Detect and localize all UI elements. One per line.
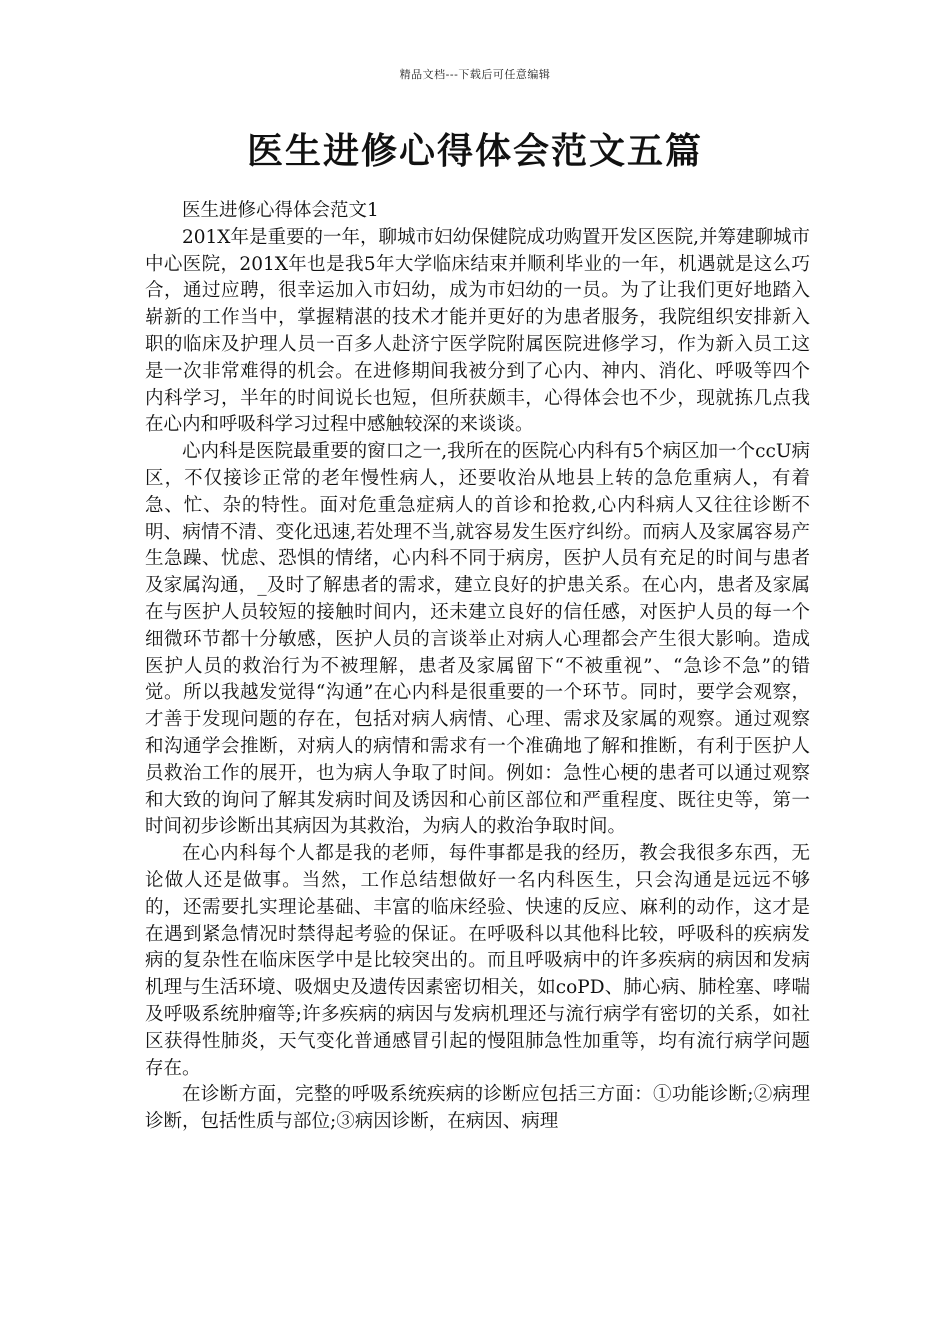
section-heading: 医生进修心得体会范文1 [182,200,379,221]
paragraph: 在诊断方面，完整的呼吸系统疾病的诊断应包括三方面：①功能诊断;②病理诊断，包括性质与部位;③病因诊断，在病因、病理 [145,1084,810,1133]
document-body [145,198,810,1136]
header-note: 精品文档---下载后可任意编辑 [399,68,551,81]
paragraph: 在心内科每个人都是我的老师，每件事都是我的经历，教会我很多东西，无论做人还是做事。当然，工作总结想做好一名内科医生，只会沟通是远远不够的，还需要扎实理论基础、丰富的临床经验、快速的反应、麻利的动作，这才是在遇到紧急情况时禁得起考验的保证。在呼吸科以其他科比较，呼吸科的疾病发病的复杂性在临床医学中是比较突出的。而且呼吸病中的许多疾病的病因和发病机理与生活环境、吸烟史及遗传因素密切相关，如coPD、肺心病、肺栓塞、哮喘及呼吸系统肿瘤等;许多疾病的病因与发病机理还与流行病学有密切的关系，如社区获得性肺炎，天气变化普通感冒引起的慢阻肺急性加重等，均有流行病学问题存在。 [145,843,810,1079]
paragraph: 201X年是重要的一年，聊城市妇幼保健院成功购置开发区医院,并筹建聊城市中心医院，201X年也是我5年大学临床结束并顺利毕业的一年，机遇就是这么巧合，通过应聘，很幸运加入市妇幼，成为市妇幼的一员。为了让我们更好地踏入崭新的工作当中，掌握精湛的技术才能并更好的为患者服务，我院组织安排新入职的临床及护理人员一百多人赴济宁医学院附属医院进修学习，作为新入员工这是一次非常难得的机会。在进修期间我被分到了心内、神内、消化、呼吸等四个内科学习，半年的时间说长也短，但所获颇丰，心得体会也不少，现就拣几点我在心内和呼吸科学习过程中感触较深的来谈谈。 [145,226,810,436]
paragraph: 心内科是医院最重要的窗口之一,我所在的医院心内科有5个病区加一个ccU病区，不仅接诊正常的老年慢性病人，还要收治从地县上转的急危重病人，有着急、忙、杂的特性。面对危重急症病人的首诊和抢救,心内科病人又往往诊断不明、病情不清、变化迅速,若处理不当,就容易发生医疗纠纷。而病人及家属容易产生急躁、忧虑、恐惧的情绪，心内科不同于病房，医护人员有充足的时间与患者及家属沟通，_及时了解患者的需求，建立良好的护患关系。在心内，患者及家属在与医护人员较短的接触时间内，还未建立良好的信任感，对医护人员的每一个细微环节都十分敏感，医护人员的言谈举止对病人心理都会产生很大影响。造成医护人员的救治行为不被理解，患者及家属留下“不被重视”、“急诊不急”的错觉。所以我越发觉得“沟通”在心内科是很重要的一个环节。同时，要学会观察，才善于发现问题的存在，包括对病人病情、心理、需求及家属的观察。通过观察和沟通学会推断，对病人的病情和需求有一个准确地了解和推断，有利于医护人员救治工作的展开，也为病人争取了时间。例如：急性心梗的患者可以通过观察和大致的询问了解其发病时间及诱因和心前区部位和严重程度、既往史等，第一时间初步诊断出其病因为其救治，为病人的救治争取时间。 [145,441,810,838]
document-title: 医生进修心得体会范文五篇 [246,130,703,172]
